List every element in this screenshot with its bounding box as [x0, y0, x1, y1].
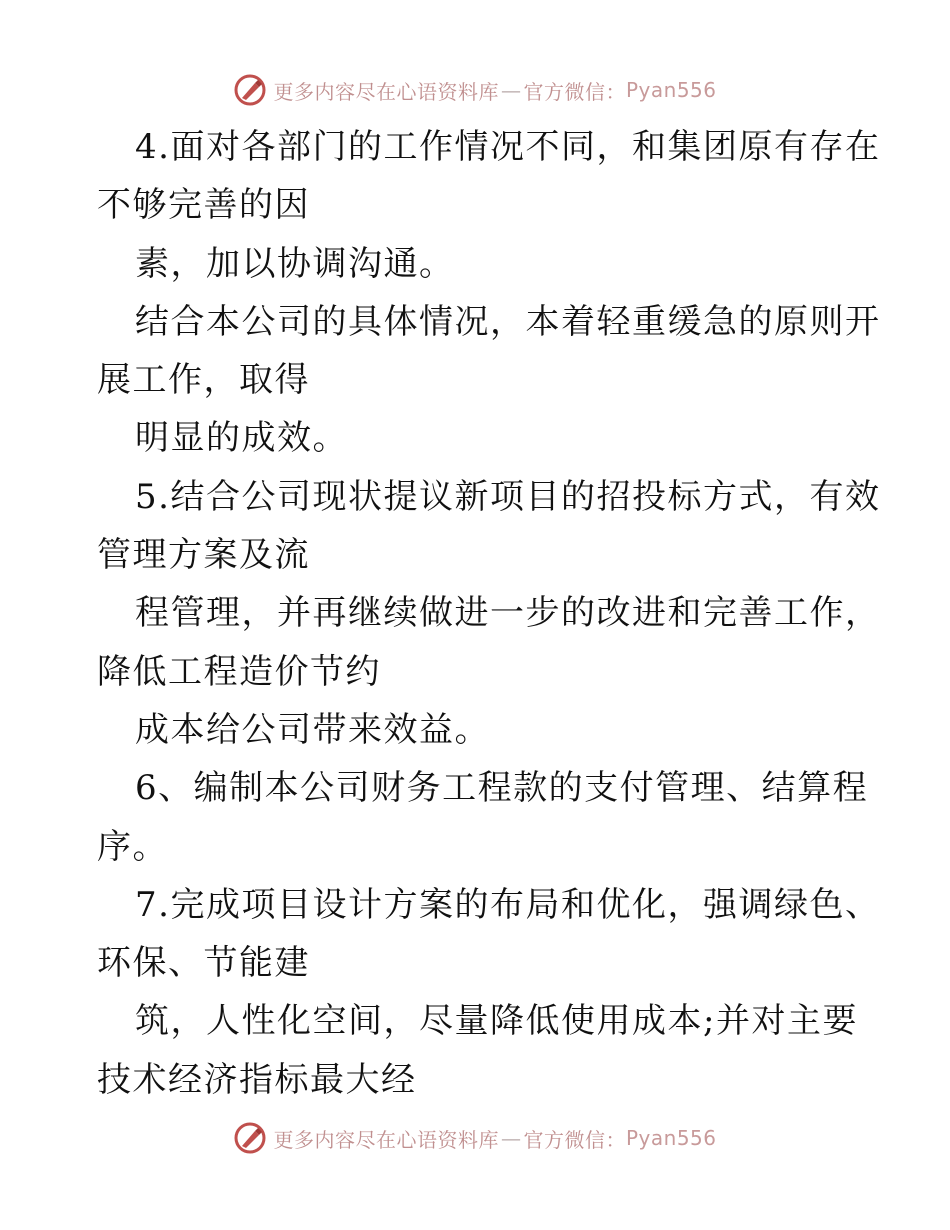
text-line: 不够完善的因	[97, 185, 310, 226]
pen-logo-icon	[233, 73, 267, 107]
watermark-id: Pyan556	[625, 78, 717, 102]
watermark-separator: —	[500, 1126, 522, 1150]
watermark-id: Pyan556	[625, 1126, 717, 1150]
text-line: 技术经济指标最大经	[97, 1059, 417, 1100]
text-line: 程管理，并再继续做进一步的改进和完善工作，	[135, 593, 881, 634]
watermark-label: 官方微信：	[523, 1127, 626, 1152]
text-line: 降低工程造价节约	[97, 651, 381, 692]
text-line: 7.完成项目设计方案的布局和优化，强调绿色、	[135, 884, 881, 925]
text-line: 素，加以协调沟通。	[135, 243, 455, 284]
watermark-main-text: 更多内容尽在心语资料库	[273, 1127, 499, 1152]
watermark-main-text: 更多内容尽在心语资料库	[273, 79, 499, 104]
text-line: 筑，人性化空间，尽量降低使用成本;并对主要	[135, 1001, 858, 1042]
header-watermark	[0, 70, 950, 110]
text-line: 管理方案及流	[97, 535, 310, 576]
text-line: 4.面对各部门的工作情况不同，和集团原有存在	[135, 127, 881, 167]
text-line: 展工作，取得	[97, 360, 310, 401]
text-line: 环保、节能建	[97, 943, 310, 984]
text-line: 序。	[97, 826, 168, 867]
text-line: 成本给公司带来效益。	[135, 709, 490, 750]
watermark-label: 官方微信：	[523, 79, 626, 104]
document-body	[97, 118, 881, 1109]
text-line: 6、编制本公司财务工程款的支付管理、结算程	[135, 768, 869, 809]
text-line: 结合本公司的具体情况，本着轻重缓急的原则开	[135, 301, 881, 342]
footer-watermark	[0, 1118, 950, 1158]
pen-logo-icon	[233, 1121, 267, 1155]
text-line: 明显的成效。	[135, 418, 348, 459]
text-line: 5.结合公司现状提议新项目的招投标方式，有效	[135, 476, 881, 517]
watermark-separator: —	[500, 78, 522, 102]
